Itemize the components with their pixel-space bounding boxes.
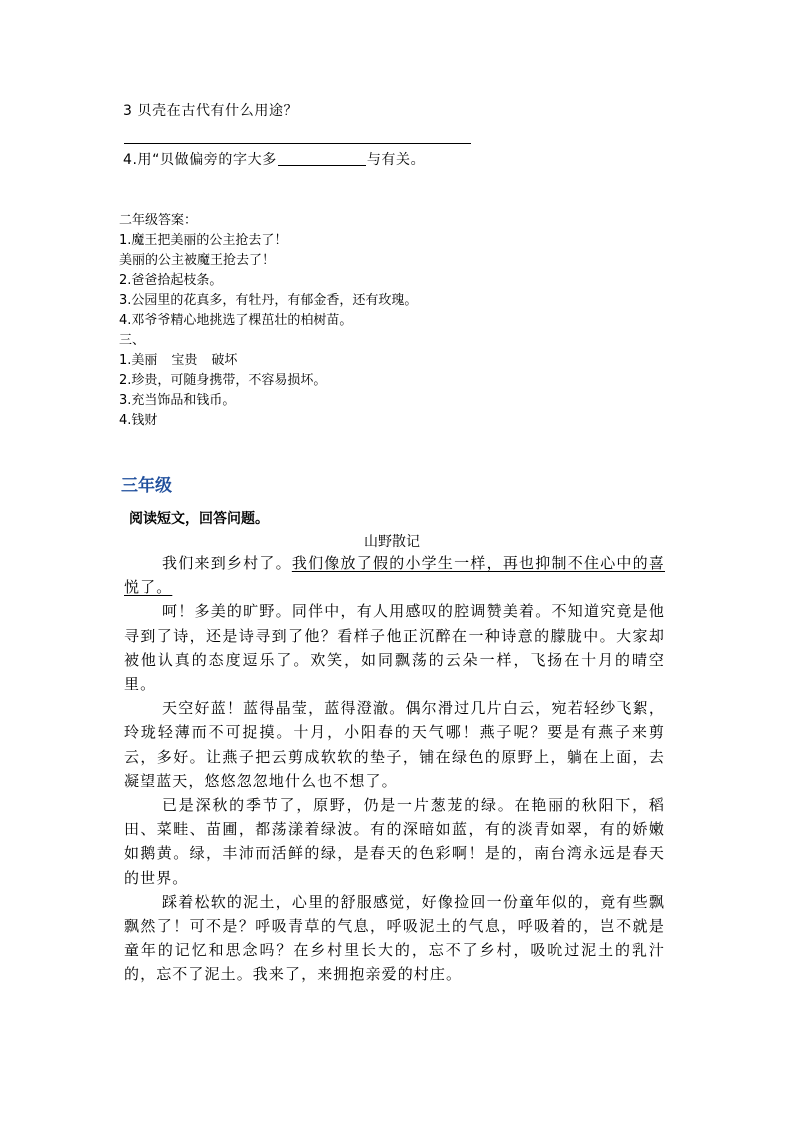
word-1: 1.美丽: [119, 353, 158, 368]
answers-heading: 二年级答案：: [119, 213, 198, 228]
answer-item: [119, 351, 417, 371]
question-4-suffix: 与有关。: [366, 152, 426, 168]
answer-item: 3.充当饰品和钱币。: [119, 393, 236, 408]
answer-item: 4.邓爷爷精心地挑选了棵茁壮的柏树苗。: [119, 313, 353, 328]
answer-blank-line: [124, 143, 471, 144]
answer-item: 2.珍贵，可随身携带，不容易损坏。: [119, 373, 327, 388]
answer-item: 美丽的公主被魔王抢去了！: [119, 253, 276, 268]
word-3: 破坏: [211, 353, 238, 368]
essay-body: [124, 551, 665, 987]
word-2: 宝贵: [171, 353, 198, 368]
essay-paragraph-5: 踩着松软的泥土，心里的舒服感觉，好像捡回一份童年似的，竟有些飘飘然了！可不是？呼吸青草的气息，呼吸泥土的气息，呼吸着的，岂不就是童年的记忆和思念吗？在乡村里长大的，忘不了乡村，吸吮过泥土的乳汁的，忘不了泥土。我来了，来拥抱亲爱的村庄。: [124, 892, 665, 984]
question-4: [123, 149, 425, 169]
grade3-heading: 三年级: [121, 476, 172, 496]
answer-item: 2.爸爸拾起枝条。: [119, 273, 223, 288]
essay-text: 我们来到乡村了。: [162, 554, 292, 572]
answer-item: 1.魔王把美丽的公主抢去了！: [119, 233, 288, 248]
answer-item: 3.公园里的花真多，有牡丹，有郁金香，还有玫瑰。: [119, 293, 418, 308]
underlined-sentence: 我们像放了假的小学生一样，再也抑制不住心中的喜悦了。: [124, 554, 665, 597]
essay-paragraph-2: 呵！多美的旷野。同伴中，有人用感叹的腔调赞美着。不知道究竟是他寻到了诗，还是诗寻到了他？看样子他正沉醉在一种诗意的朦胧中。大家却被他认真的态度逗乐了。欢笑，如同飘荡的云朵一样，飞扬在十月的晴空里。: [124, 602, 665, 694]
essay-title: 山野散记: [364, 534, 420, 550]
essay-paragraph-3: 天空好蓝！蓝得晶莹，蓝得澄澈。偶尔滑过几片白云，宛若轻纱飞絮，玲珑轻薄而不可捉摸。十月，小阳春的天气哪！燕子呢？要是有燕子来剪云，多好。让燕子把云剪成软软的垫子，铺在绿色的原野上，躺在上面，去凝望蓝天，悠悠忽忽地什么也不想了。: [124, 699, 665, 790]
question-3: 3 贝壳在古代有什么用途？: [123, 103, 299, 119]
reading-instruction: 阅读短文，回答问题。: [129, 511, 269, 527]
question-4-prefix: 4.用“贝做偏旁的字大多: [123, 152, 277, 168]
fill-in-blank: [278, 151, 366, 166]
grade2-answers: [119, 211, 417, 431]
essay-paragraph-1: [124, 551, 665, 599]
answer-item: 4.钱财: [119, 413, 158, 428]
essay-paragraph-4: 已是深秋的季节了，原野，仍是一片葱茏的绿。在艳丽的秋阳下，稻田、菜畦、苗圃，都荡漾着绿波。有的深暗如蓝，有的淡青如翠，有的娇嫩如鹅黄。绿，丰沛而活鲜的绿，是春天的色彩啊！是的，南台湾永远是春天的世界。: [124, 796, 665, 887]
section-three-label: 三、: [119, 333, 146, 348]
